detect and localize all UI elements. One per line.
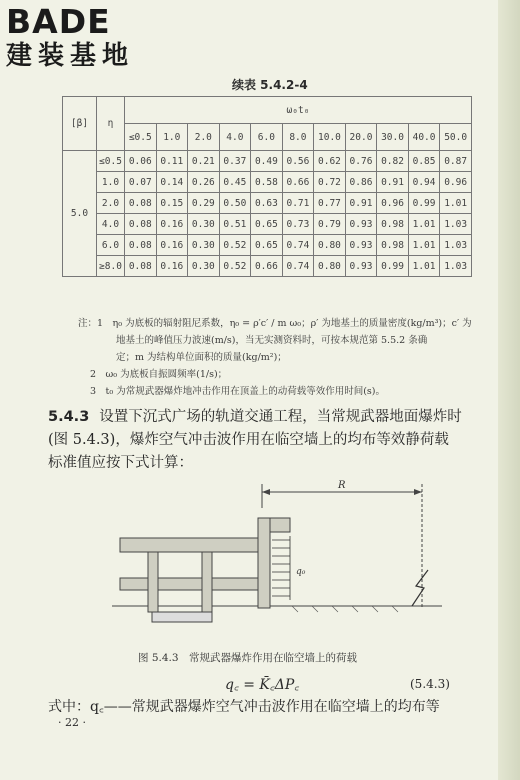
table-row: [63, 193, 472, 214]
value-cell: 0.85: [408, 151, 440, 172]
omega-col-header: 4.0: [219, 124, 251, 151]
lower-slab: [120, 578, 260, 590]
value-cell: 0.63: [251, 193, 283, 214]
r-label: R: [338, 480, 346, 491]
page-number: · 22 ·: [58, 716, 86, 729]
value-cell: 0.16: [156, 214, 188, 235]
value-cell: 0.06: [125, 151, 157, 172]
table-title: 续表 5.4.2-4: [232, 78, 308, 92]
upper-slab: [120, 538, 268, 552]
value-cell: 0.98: [377, 214, 409, 235]
header-omega: ω₀t₀: [125, 97, 472, 124]
value-cell: 0.96: [440, 172, 472, 193]
value-cell: 0.77: [314, 193, 346, 214]
omega-col-header: 50.0: [440, 124, 472, 151]
value-cell: 0.66: [251, 256, 283, 277]
value-cell: 0.74: [282, 256, 314, 277]
value-cell: 0.99: [408, 193, 440, 214]
omega-header-row: [63, 124, 472, 151]
omega-col-header: 8.0: [282, 124, 314, 151]
value-cell: 0.86: [345, 172, 377, 193]
beta-cell: 5.0: [63, 151, 97, 277]
value-cell: 0.65: [251, 235, 283, 256]
omega-col-header: 40.0: [408, 124, 440, 151]
section-text-1: 设置下沉式广场的轨道交通工程，当常规武器地面爆炸时: [99, 409, 462, 425]
figure-caption: 图 5.4.3 常规武器爆炸作用在临空墙上的荷载: [138, 652, 358, 664]
logo-text-latin: BADE: [6, 2, 111, 41]
value-cell: 0.49: [251, 151, 283, 172]
note-2: 2 ω₀ 为底板自振圆频率(1/s)；: [90, 369, 228, 380]
value-cell: 0.76: [345, 151, 377, 172]
value-cell: 1.01: [440, 193, 472, 214]
table-row: [63, 235, 472, 256]
value-cell: 0.07: [125, 172, 157, 193]
dim-arrow-right: [414, 489, 422, 495]
page-edge-shadow: [498, 0, 520, 780]
value-cell: 0.52: [219, 256, 251, 277]
value-cell: 1.03: [440, 235, 472, 256]
value-cell: 1.01: [408, 214, 440, 235]
table-row: [63, 214, 472, 235]
eta-cell: 4.0: [97, 214, 125, 235]
value-cell: 0.99: [377, 256, 409, 277]
logo: [6, 4, 156, 72]
logo-text-chinese: 建装基地: [6, 41, 135, 71]
value-cell: 0.58: [251, 172, 283, 193]
omega-col-header: 10.0: [314, 124, 346, 151]
section-number: 5.4.3: [48, 409, 90, 425]
value-cell: 0.56: [282, 151, 314, 172]
footing: [152, 612, 212, 622]
eta-cell: ≥8.0: [97, 256, 125, 277]
value-cell: 0.30: [188, 214, 220, 235]
load-arrows: [272, 536, 290, 600]
value-cell: 0.66: [282, 172, 314, 193]
value-cell: 0.98: [377, 235, 409, 256]
explosion-icon: [412, 570, 428, 606]
where-clause: 式中：q꜀——常规武器爆炸空气冲击波作用在临空墙上的均布等: [48, 699, 440, 715]
value-cell: 0.72: [314, 172, 346, 193]
header-eta: η: [97, 97, 125, 151]
value-cell: 0.08: [125, 235, 157, 256]
value-cell: 0.96: [377, 193, 409, 214]
value-cell: 0.08: [125, 193, 157, 214]
omega-col-header: 30.0: [377, 124, 409, 151]
value-cell: 0.50: [219, 193, 251, 214]
q-label: q₀: [296, 567, 306, 577]
value-cell: 1.03: [440, 256, 472, 277]
omega-col-header: 20.0: [345, 124, 377, 151]
value-cell: 0.65: [251, 214, 283, 235]
value-cell: 0.93: [345, 214, 377, 235]
table-row: [63, 172, 472, 193]
value-cell: 0.52: [219, 235, 251, 256]
equation: q꜀ = K̄꜀ΔP꜀: [225, 677, 300, 693]
header-beta: [β]: [63, 97, 97, 151]
value-cell: 0.30: [188, 256, 220, 277]
column-left: [148, 552, 158, 612]
note-1-cont: 地基土的峰值压力波速(m/s)，当无实测资料时，可按本规范第 5.5.2 条确: [116, 335, 428, 346]
figure-5-4-3: [112, 478, 442, 638]
omega-col-header: 2.0: [188, 124, 220, 151]
wall-top-ledge: [270, 518, 290, 532]
value-cell: 1.03: [440, 214, 472, 235]
omega-col-header: 6.0: [251, 124, 283, 151]
coefficient-table: [62, 96, 472, 277]
value-cell: 0.80: [314, 235, 346, 256]
table-body: [63, 151, 472, 277]
value-cell: 0.45: [219, 172, 251, 193]
value-cell: 0.16: [156, 235, 188, 256]
dim-arrow-left: [262, 489, 270, 495]
value-cell: 0.71: [282, 193, 314, 214]
note-3: 3 t₀ 为常规武器爆炸地冲击作用在顶盖上的动荷载等效作用时间(s)。: [90, 386, 385, 397]
section-text-2: (图 5.4.3)，爆炸空气冲击波作用在临空墙上的均布等效静荷载: [48, 432, 449, 448]
value-cell: 0.87: [440, 151, 472, 172]
exposed-wall: [258, 518, 270, 608]
value-cell: 0.37: [219, 151, 251, 172]
value-cell: 0.51: [219, 214, 251, 235]
omega-col-header: ≤0.5: [125, 124, 157, 151]
eta-cell: ≤0.5: [97, 151, 125, 172]
value-cell: 0.15: [156, 193, 188, 214]
eta-cell: 1.0: [97, 172, 125, 193]
value-cell: 0.80: [314, 256, 346, 277]
value-cell: 0.79: [314, 214, 346, 235]
value-cell: 0.91: [345, 193, 377, 214]
value-cell: 0.08: [125, 214, 157, 235]
ground-hatch: [292, 606, 398, 612]
omega-col-header: 1.0: [156, 124, 188, 151]
value-cell: 0.62: [314, 151, 346, 172]
value-cell: 0.29: [188, 193, 220, 214]
section-5-4-3: [48, 406, 478, 475]
value-cell: 1.01: [408, 256, 440, 277]
note-1-cont-2: 定；m 为结构单位面积的质量(kg/m²)；: [116, 352, 287, 363]
value-cell: 0.11: [156, 151, 188, 172]
value-cell: 0.08: [125, 256, 157, 277]
value-cell: 0.26: [188, 172, 220, 193]
value-cell: 0.74: [282, 235, 314, 256]
value-cell: 0.82: [377, 151, 409, 172]
value-cell: 0.16: [156, 256, 188, 277]
section-text-3: 标准值应按下式计算：: [48, 455, 193, 471]
table-notes: [78, 315, 478, 400]
value-cell: 0.91: [377, 172, 409, 193]
eta-cell: 2.0: [97, 193, 125, 214]
equation-number: (5.4.3): [410, 677, 450, 691]
value-cell: 1.01: [408, 235, 440, 256]
table-row: [63, 256, 472, 277]
value-cell: 0.94: [408, 172, 440, 193]
value-cell: 0.21: [188, 151, 220, 172]
column-middle: [202, 552, 212, 612]
value-cell: 0.14: [156, 172, 188, 193]
value-cell: 0.93: [345, 256, 377, 277]
note-1: 注：1 η₀ 为底板的辐射阻尼系数，η₀ = ρ′c′ / m ω₀；ρ′ 为地基土的质量密度(kg/m³)；c′ 为: [78, 318, 472, 329]
value-cell: 0.93: [345, 235, 377, 256]
table-row: [63, 151, 472, 172]
eta-cell: 6.0: [97, 235, 125, 256]
value-cell: 0.73: [282, 214, 314, 235]
value-cell: 0.30: [188, 235, 220, 256]
